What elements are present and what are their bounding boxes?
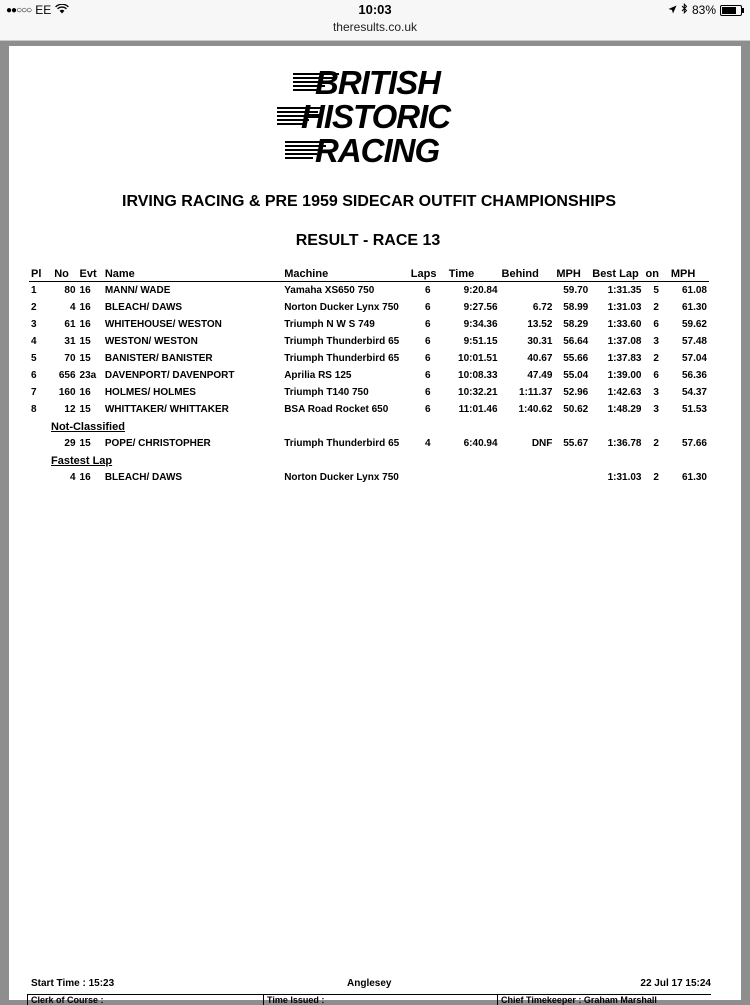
cell-best-lap: 1:37.83 (607, 353, 642, 364)
table-row (29, 299, 709, 316)
logo-word-british: BRITISH (315, 64, 440, 101)
cell-evt: 15 (79, 404, 91, 415)
cell-best-lap: 1:31.03 (607, 472, 642, 483)
cell-on: 3 (653, 404, 659, 415)
cell-laps: 6 (425, 353, 431, 364)
cell-best-lap: 1:33.60 (607, 319, 642, 330)
not-classified-heading-text: Not-Classified (51, 420, 125, 433)
british-historic-racing-logo (271, 66, 471, 176)
cell-evt: 16 (79, 319, 91, 330)
cell-no: 4 (69, 302, 76, 313)
chief-timekeeper-box: Chief Timekeeper : Graham Marshall (497, 995, 711, 1005)
cell-mph: 56.64 (563, 336, 589, 347)
cell-machine: Triumph Thunderbird 65 (284, 336, 400, 347)
cell-best-lap: 1:39.00 (607, 370, 642, 381)
fastest-lap-row (29, 469, 709, 486)
location-arrow-icon (668, 3, 677, 17)
cell-machine: BSA Road Rocket 650 (284, 404, 389, 415)
cell-pl: 1 (31, 285, 37, 296)
col-time: Time (447, 266, 500, 282)
not-classified-heading (29, 418, 709, 435)
results-table (29, 266, 709, 486)
fastest-lap-heading-text: Fastest Lap (51, 454, 113, 467)
cell-behind: 1:11.37 (519, 387, 553, 398)
cell-no: 160 (58, 387, 76, 398)
cell-mph: 55.04 (563, 370, 589, 381)
cell-pl: 3 (31, 319, 37, 330)
championship-title: IRVING RACING & PRE 1959 SIDECAR OUTFIT CHAMPIONSHIPS (122, 193, 616, 210)
cell-behind: 47.49 (527, 370, 553, 381)
col-mph2: MPH (669, 266, 709, 282)
cell-laps: 6 (425, 319, 431, 330)
cell-behind: 1:40.62 (518, 404, 553, 415)
cell-no: 4 (69, 472, 76, 483)
carrier-name: EE (35, 3, 52, 17)
cell-evt: 16 (79, 387, 91, 398)
cell-best-lap: 1:42.63 (607, 387, 642, 398)
col-laps: Laps (409, 266, 447, 282)
cell-evt: 16 (79, 285, 91, 296)
cell-mph: 58.29 (563, 319, 589, 330)
cell-laps: 6 (425, 336, 431, 347)
cell-best-lap: 1:31.03 (607, 302, 642, 313)
cell-machine: Triumph Thunderbird 65 (284, 438, 400, 449)
cell-mph: 55.67 (563, 438, 589, 449)
cell-behind: 40.67 (527, 353, 553, 364)
cell-pl: 6 (31, 370, 37, 381)
cell-on: 2 (653, 472, 659, 483)
table-row (29, 350, 709, 367)
cell-name: POPE/ CHRISTOPHER (104, 438, 211, 449)
cell-pl: 4 (31, 336, 37, 347)
fastest-lap-heading (29, 452, 709, 469)
table-row (29, 282, 709, 300)
cell-mph: 55.66 (563, 353, 589, 364)
cell-mph2: 61.30 (681, 302, 707, 313)
cell-mph: 59.70 (563, 285, 589, 296)
cell-best-lap: 1:31.35 (607, 285, 642, 296)
col-on: on (644, 266, 669, 282)
cell-behind (500, 282, 555, 300)
col-pl: Pl (29, 266, 52, 282)
cell-no: 656 (58, 370, 76, 381)
cell-mph2: 56.36 (681, 370, 707, 381)
cell-best-lap: 1:37.08 (607, 336, 642, 347)
col-no: No (52, 266, 77, 282)
table-row (29, 384, 709, 401)
cell-evt: 23a (79, 370, 97, 381)
cell-machine: Triumph N W S 749 (284, 319, 375, 330)
cell-machine: Yamaha XS650 750 (284, 285, 375, 296)
cell-evt: 16 (79, 472, 91, 483)
cell-machine: Triumph Thunderbird 65 (284, 353, 400, 364)
cell-name: WHITTAKER/ WHITTAKER (104, 404, 229, 415)
cell-time: 9:51.15 (463, 336, 498, 347)
cell-name: WHITEHOUSE/ WESTON (104, 319, 222, 330)
cell-time (447, 469, 500, 486)
table-row (29, 367, 709, 384)
cell-no: 29 (64, 438, 76, 449)
cell-best-lap: 1:36.78 (607, 438, 642, 449)
results-document (9, 46, 741, 1005)
battery-level-fill (722, 7, 736, 14)
results-body (29, 282, 709, 487)
logo-word-historic: HISTORIC (301, 98, 451, 135)
cell-name: HOLMES/ HOLMES (104, 387, 196, 398)
cell-name: BANISTER/ BANISTER (104, 353, 213, 364)
address-bar[interactable]: theresults.co.uk (332, 20, 418, 34)
cell-evt: 15 (79, 438, 91, 449)
ios-status-bar (0, 0, 750, 41)
col-machine: Machine (282, 266, 409, 282)
cell-time: 11:01.46 (458, 404, 498, 415)
cell-evt: 16 (79, 302, 91, 313)
cell-no: 61 (64, 319, 76, 330)
cell-mph2: 57.48 (681, 336, 707, 347)
cell-pl (29, 435, 52, 452)
table-row (29, 316, 709, 333)
cell-laps: 6 (425, 285, 431, 296)
cell-machine: Norton Ducker Lynx 750 (284, 472, 399, 483)
cell-evt: 15 (79, 336, 91, 347)
battery-percent: 83% (691, 3, 716, 17)
col-behind: Behind (500, 266, 555, 282)
cell-behind: 13.52 (527, 319, 553, 330)
bluetooth-icon (681, 3, 688, 17)
cell-laps: 4 (425, 438, 431, 449)
cell-evt: 15 (79, 353, 91, 364)
cell-mph2: 57.04 (681, 353, 707, 364)
cell-behind: 6.72 (532, 302, 553, 313)
cell-no: 70 (64, 353, 76, 364)
cell-time: 10:32.21 (458, 387, 498, 398)
status-icons (668, 3, 742, 17)
cell-mph2: 57.66 (681, 438, 707, 449)
table-header-row (29, 266, 709, 282)
cell-laps: 6 (425, 370, 431, 381)
cell-mph2: 61.30 (681, 472, 707, 483)
cell-on: 2 (653, 302, 659, 313)
cell-best-lap: 1:48.29 (607, 404, 642, 415)
col-mph: MPH (554, 266, 590, 282)
cell-laps: 6 (425, 387, 431, 398)
logo-line-1 (271, 66, 471, 100)
cell-mph: 52.96 (563, 387, 589, 398)
cell-mph2: 51.53 (681, 404, 707, 415)
cell-on: 2 (653, 353, 659, 364)
cell-behind: 30.31 (527, 336, 553, 347)
time-issued-box: Time Issued : (263, 995, 473, 1005)
cell-mph2: 54.37 (681, 387, 707, 398)
logo-line-2 (271, 100, 471, 134)
cell-name: DAVENPORT/ DAVENPORT (104, 370, 235, 381)
cell-laps: 6 (425, 404, 431, 415)
cell-time: 10:01.51 (458, 353, 498, 364)
cell-on: 5 (653, 285, 659, 296)
cell-pl: 2 (31, 302, 37, 313)
cell-machine: Norton Ducker Lynx 750 (284, 302, 399, 313)
start-time: Start Time : 15:23 (31, 978, 115, 989)
cell-name: MANN/ WADE (104, 285, 171, 296)
issue-date: 22 Jul 17 15:24 (640, 978, 711, 989)
cell-name: WESTON/ WESTON (104, 336, 198, 347)
cell-laps (409, 469, 447, 486)
cell-mph (554, 469, 590, 486)
cell-time: 10:08.33 (458, 370, 498, 381)
clerk-of-course-box: Clerk of Course : (27, 995, 239, 1005)
cell-pl: 7 (31, 387, 37, 398)
cell-time: 9:34.36 (463, 319, 498, 330)
cell-name: BLEACH/ DAWS (104, 472, 183, 483)
cell-on: 3 (653, 387, 659, 398)
cell-time: 6:40.94 (463, 438, 498, 449)
cell-no: 80 (64, 285, 76, 296)
cell-laps: 6 (425, 302, 431, 313)
clock: 10:03 (358, 2, 392, 17)
cell-on: 6 (653, 370, 659, 381)
cell-on: 3 (653, 336, 659, 347)
race-title: RESULT - RACE 13 (295, 232, 441, 249)
cell-time: 9:20.84 (463, 285, 498, 296)
logo-line-3 (271, 134, 471, 168)
col-best-lap: Best Lap (590, 266, 643, 282)
cell-behind (500, 469, 555, 486)
signal-strength-icon: ●●○○○ (6, 4, 32, 16)
table-row (29, 333, 709, 350)
cell-name: BLEACH/ DAWS (104, 302, 183, 313)
cell-behind: DNF (531, 438, 553, 449)
cell-machine: Aprilia RS 125 (284, 370, 352, 381)
battery-icon (720, 5, 742, 16)
cell-time: 9:27.56 (463, 302, 498, 313)
cell-pl: 5 (31, 353, 37, 364)
cell-on: 6 (653, 319, 659, 330)
table-row (29, 401, 709, 418)
cell-mph2: 61.08 (681, 285, 707, 296)
col-name: Name (103, 266, 282, 282)
cell-machine: Triumph T140 750 (284, 387, 369, 398)
cell-no: 31 (64, 336, 76, 347)
logo-word-racing: RACING (315, 132, 440, 169)
cell-no: 12 (64, 404, 76, 415)
cell-pl (29, 469, 52, 486)
col-evt: Evt (78, 266, 103, 282)
cell-mph: 50.62 (563, 404, 589, 415)
cell-pl: 8 (31, 404, 37, 415)
cell-mph: 58.99 (563, 302, 589, 313)
cell-mph2: 59.62 (681, 319, 707, 330)
venue: Anglesey (347, 978, 392, 989)
cell-on: 2 (653, 438, 659, 449)
not-classified-row (29, 435, 709, 452)
